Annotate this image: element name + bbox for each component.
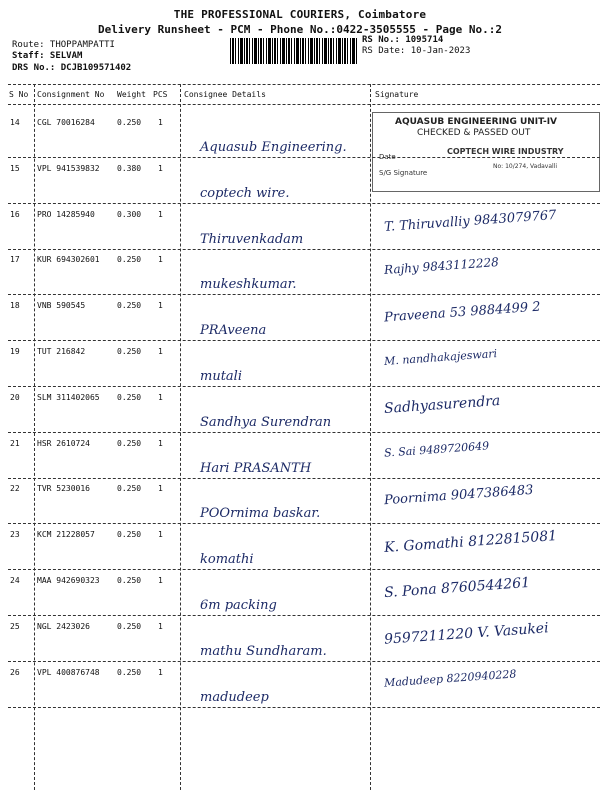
row-sno: 25 xyxy=(10,621,20,631)
col-consignment: Consignment No xyxy=(37,90,105,99)
row-weight: 0.300 xyxy=(117,209,142,219)
row-signature-handwritten: 9597211220 V. Vasukei xyxy=(383,620,550,648)
row-divider xyxy=(8,386,600,387)
row-pcs: 1 xyxy=(158,301,163,311)
barcode xyxy=(230,38,358,64)
row-divider xyxy=(8,294,600,295)
stamp-text: No: 10/274, Vadavalli xyxy=(493,163,558,170)
col-pcs: PCS xyxy=(153,90,168,99)
row-signature-handwritten: Sadhyasurendra xyxy=(383,392,501,417)
row-pcs: 1 xyxy=(158,621,163,631)
row-consignment-no: VPL 400876748 xyxy=(37,667,100,677)
col-divider xyxy=(34,84,35,790)
drs-label: DRS No.: DCJB109571402 xyxy=(12,63,132,73)
row-sno: 19 xyxy=(10,347,20,356)
row-divider xyxy=(8,340,600,341)
row-consignee-handwritten: Hari PRASANTH xyxy=(200,460,312,476)
row-weight: 0.250 xyxy=(117,484,142,494)
row-divider xyxy=(8,615,600,616)
stamp-text: CHECKED & PASSED OUT xyxy=(417,128,531,138)
company-stamp xyxy=(372,112,600,192)
header-top-rule xyxy=(8,84,600,85)
col-sno: S No xyxy=(9,90,29,99)
row-consignment-no: VNB 590545 xyxy=(37,301,86,311)
header-bottom-rule xyxy=(8,104,600,105)
row-divider xyxy=(8,157,600,158)
row-consignment-no: MAA 942690323 xyxy=(37,576,100,585)
row-consignment-no: HSR 2610724 xyxy=(37,438,90,448)
row-pcs: 1 xyxy=(158,255,163,265)
stamp-text: S/G Signature xyxy=(379,169,428,177)
row-weight: 0.250 xyxy=(117,667,142,677)
row-weight: 0.250 xyxy=(117,392,142,402)
row-consignee-handwritten: madudeep xyxy=(200,689,269,705)
row-divider xyxy=(8,707,600,708)
row-sno: 17 xyxy=(10,255,20,265)
row-consignee-handwritten: PRAveena xyxy=(200,323,267,339)
row-divider xyxy=(8,203,600,204)
row-consignment-no: KCM 21228057 xyxy=(37,530,95,540)
row-consignment-no: NGL 2423026 xyxy=(37,621,90,631)
row-sno: 23 xyxy=(10,530,20,540)
row-consignee-handwritten: komathi xyxy=(200,552,254,568)
col-weight: Weight xyxy=(117,90,146,99)
row-consignee-handwritten: 6m packing xyxy=(200,598,277,613)
row-signature-handwritten: Poornima 9047386483 xyxy=(383,483,534,509)
staff-label: Staff: SELVAM xyxy=(12,51,83,61)
row-consignment-no: CGL 70016284 xyxy=(37,118,95,127)
row-sno: 20 xyxy=(10,392,20,402)
row-consignee-handwritten: coptech wire. xyxy=(200,185,290,201)
row-signature-handwritten: T. Thiruvalliy 9843079767 xyxy=(383,207,557,235)
row-sno: 14 xyxy=(10,118,20,127)
row-sno: 22 xyxy=(10,484,20,494)
row-consignee-handwritten: mukeshkumar. xyxy=(200,277,297,293)
row-sno: 21 xyxy=(10,438,20,448)
row-consignment-no: VPL 941539832 xyxy=(37,163,100,173)
row-weight: 0.250 xyxy=(117,118,142,127)
row-consignee-handwritten: POOrnima baskar. xyxy=(200,506,321,522)
row-pcs: 1 xyxy=(158,438,163,448)
row-consignment-no: TUT 216842 xyxy=(37,347,86,356)
row-divider xyxy=(8,523,600,524)
row-signature-handwritten: K. Gomathi 8122815081 xyxy=(383,528,558,557)
row-sno: 16 xyxy=(10,209,20,219)
row-divider xyxy=(8,478,600,479)
rs-date: RS Date: 10-Jan-2023 xyxy=(362,46,471,56)
row-sno: 26 xyxy=(10,667,20,677)
row-pcs: 1 xyxy=(158,392,163,402)
stamp-text: AQUASUB ENGINEERING UNIT-IV xyxy=(395,117,558,127)
col-consignee: Consignee Details xyxy=(184,90,266,99)
row-pcs: 1 xyxy=(158,576,163,585)
row-consignment-no: KUR 694302601 xyxy=(37,255,100,265)
row-weight: 0.250 xyxy=(117,530,142,540)
row-weight: 0.250 xyxy=(117,301,142,311)
row-signature-handwritten: Rajhy 9843112228 xyxy=(383,255,500,278)
row-consignment-no: SLM 311402065 xyxy=(37,392,100,402)
row-pcs: 1 xyxy=(158,163,163,173)
route-label: Route: THOPPAMPATTI xyxy=(12,40,115,50)
row-consignment-no: PRO 14285940 xyxy=(37,209,95,219)
row-signature-handwritten: S. Sai 9489720649 xyxy=(383,438,490,460)
row-pcs: 1 xyxy=(158,347,163,356)
row-signature-handwritten: Praveena 53 9884499 2 xyxy=(383,299,542,326)
row-pcs: 1 xyxy=(158,209,163,219)
row-pcs: 1 xyxy=(158,530,163,540)
row-consignee-handwritten: Sandhya Surendran xyxy=(200,414,332,430)
row-pcs: 1 xyxy=(158,484,163,494)
col-divider xyxy=(180,84,181,790)
stamp-text: Date xyxy=(379,153,396,161)
row-sno: 15 xyxy=(10,163,20,173)
runsheet-title: Delivery Runsheet - PCM - Phone No.:0422-3505555 - Page No.:2 xyxy=(98,23,502,36)
row-weight: 0.250 xyxy=(117,255,142,265)
row-weight: 0.250 xyxy=(117,576,142,585)
row-consignee-handwritten: Thiruvenkadam xyxy=(200,231,304,247)
row-divider xyxy=(8,569,600,570)
stamp-text: COPTECH WIRE INDUSTRY xyxy=(447,147,564,156)
col-divider xyxy=(370,84,371,790)
row-weight: 0.250 xyxy=(117,347,142,356)
row-pcs: 1 xyxy=(158,118,163,127)
row-consignee-handwritten: mathu Sundharam. xyxy=(200,643,327,659)
row-consignee-handwritten: Aquasub Engineering. xyxy=(200,140,347,155)
row-pcs: 1 xyxy=(158,667,163,677)
row-signature-handwritten: S. Pona 8760544261 xyxy=(383,574,531,602)
row-signature-handwritten: M. nandhakajeswari xyxy=(383,347,498,368)
col-signature: Signature xyxy=(375,90,419,99)
row-signature-handwritten: Madudeep 8220940228 xyxy=(383,666,517,690)
row-weight: 0.250 xyxy=(117,438,142,448)
row-sno: 24 xyxy=(10,576,20,585)
company-title: THE PROFESSIONAL COURIERS, Coimbatore xyxy=(173,8,427,21)
row-consignment-no: TVR 5230016 xyxy=(37,484,90,494)
row-divider xyxy=(8,661,600,662)
row-weight: 0.380 xyxy=(117,163,142,173)
row-consignee-handwritten: mutali xyxy=(200,369,242,384)
row-sno: 18 xyxy=(10,301,20,311)
row-divider xyxy=(8,249,600,250)
row-divider xyxy=(8,432,600,433)
row-weight: 0.250 xyxy=(117,621,142,631)
rs-number: RS No.: 1095714 xyxy=(362,35,444,45)
